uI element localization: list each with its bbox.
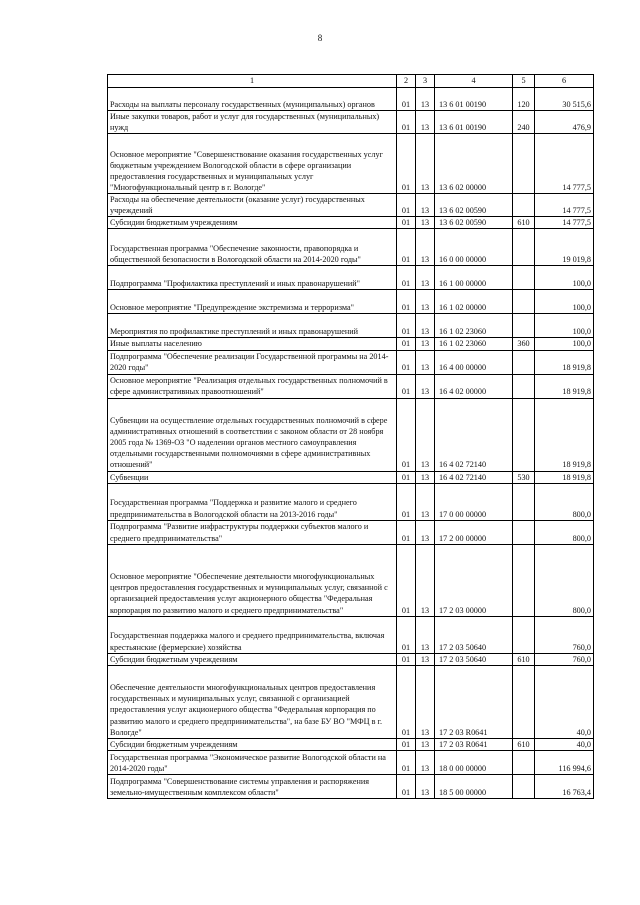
row-expense-type: 360 [513, 338, 535, 350]
row-section: 01 [397, 217, 416, 229]
table-row [108, 134, 594, 194]
row-section: 01 [397, 350, 416, 374]
row-target-code: 13 6 02 00590 [435, 217, 513, 229]
row-target-code: 17 2 03 00000 [435, 544, 513, 616]
table-row [108, 229, 594, 266]
row-amount: 18 919,8 [535, 398, 594, 471]
row-amount: 100,0 [535, 314, 594, 338]
row-subsection: 13 [416, 544, 435, 616]
table-header-row [108, 75, 594, 88]
row-name: Государственная программа "Поддержка и развитие малого и среднего предпринимательства в Вологодской области на 2013-2016 годы" [108, 483, 397, 520]
table-row [108, 544, 594, 616]
row-expense-type [513, 520, 535, 544]
row-amount: 800,0 [535, 544, 594, 616]
page-number: 8 [317, 33, 323, 43]
table-row [108, 398, 594, 471]
row-section: 01 [397, 111, 416, 134]
row-subsection: 13 [416, 350, 435, 374]
row-expense-type [513, 665, 535, 738]
row-subsection: 13 [416, 750, 435, 774]
row-target-code: 17 2 03 50640 [435, 653, 513, 665]
row-name: Государственная программа "Экономическое развитие Вологодской области на 2014-2020 годы" [108, 750, 397, 774]
table-row [108, 314, 594, 338]
column-header: 4 [435, 75, 513, 88]
column-header: 1 [108, 75, 397, 88]
row-name: Подпрограмма "Развитие инфраструктуры поддержки субъектов малого и среднего предпринимательства" [108, 520, 397, 544]
row-expense-type: 240 [513, 111, 535, 134]
row-subsection: 13 [416, 374, 435, 398]
row-expense-type [513, 266, 535, 290]
row-expense-type [513, 616, 535, 653]
row-target-code: 18 0 00 00000 [435, 750, 513, 774]
row-section: 01 [397, 398, 416, 471]
row-name: Субсидии бюджетным учреждениям [108, 217, 397, 229]
row-expense-type [513, 290, 535, 314]
row-section: 01 [397, 750, 416, 774]
column-header: 2 [397, 75, 416, 88]
row-subsection: 13 [416, 483, 435, 520]
row-name: Подпрограмма "Обеспечение реализации Государственной программы на 2014-2020 годы" [108, 350, 397, 374]
table-row [108, 290, 594, 314]
row-expense-type [513, 229, 535, 266]
table-row [108, 738, 594, 750]
row-name: Основное мероприятие "Обеспечение деятельности многофункциональных центров предоставления государственных и муниципальных услуг, связанной с организацией предоставления услуг акционерного общества "Федеральная корпорация по развитию малого и среднего предпринимательства" [108, 544, 397, 616]
row-amount: 100,0 [535, 338, 594, 350]
row-subsection: 13 [416, 774, 435, 798]
table-row [108, 217, 594, 229]
table-row [108, 774, 594, 798]
row-expense-type [513, 350, 535, 374]
row-target-code: 13 6 01 00190 [435, 88, 513, 111]
row-section: 01 [397, 653, 416, 665]
row-name: Основное мероприятие "Реализация отдельных государственных полномочий в сфере административных правоотношений" [108, 374, 397, 398]
row-name: Иные закупки товаров, работ и услуг для государственных (муниципальных) нужд [108, 111, 397, 134]
row-name: Иные выплаты населению [108, 338, 397, 350]
row-name: Обеспечение деятельности многофункциональных центров предоставления государственных и муниципальных услуг, связанной с организацией предоставления услуг акционерного общества "Федеральная корпорация по развитию малого и среднего предпринимательства", на базе БУ ВО "МФЦ в г. Вологде" [108, 665, 397, 738]
row-section: 01 [397, 229, 416, 266]
row-subsection: 13 [416, 398, 435, 471]
row-amount: 14 777,5 [535, 217, 594, 229]
row-section: 01 [397, 774, 416, 798]
table-row [108, 338, 594, 350]
row-target-code: 16 4 02 72140 [435, 398, 513, 471]
row-target-code: 17 2 03 50640 [435, 616, 513, 653]
row-subsection: 13 [416, 471, 435, 483]
row-target-code: 17 2 03 R0641 [435, 738, 513, 750]
row-amount: 30 515,6 [535, 88, 594, 111]
row-subsection: 13 [416, 229, 435, 266]
row-subsection: 13 [416, 290, 435, 314]
row-section: 01 [397, 134, 416, 194]
row-section: 01 [397, 738, 416, 750]
row-expense-type [513, 314, 535, 338]
row-expense-type: 530 [513, 471, 535, 483]
column-header: 5 [513, 75, 535, 88]
row-name: Субвенции на осуществление отдельных государственных полномочий в сфере административных отношений в соответствии с законом области от 28 ноября 2005 года № 1369-ОЗ "О наделении органов местного самоуправления отдельными государственными полномочиями в сфере административных отношений" [108, 398, 397, 471]
table-row [108, 665, 594, 738]
row-target-code: 16 1 02 23060 [435, 338, 513, 350]
table-row [108, 471, 594, 483]
row-amount: 760,0 [535, 653, 594, 665]
row-target-code: 16 1 02 00000 [435, 290, 513, 314]
row-name: Расходы на выплаты персоналу государственных (муниципальных) органов [108, 88, 397, 111]
row-name: Государственная поддержка малого и среднего предпринимательства, включая крестьянские (фермерские) хозяйства [108, 616, 397, 653]
row-amount: 476,9 [535, 111, 594, 134]
column-header: 3 [416, 75, 435, 88]
row-subsection: 13 [416, 653, 435, 665]
table-row [108, 350, 594, 374]
row-subsection: 13 [416, 616, 435, 653]
row-expense-type: 610 [513, 738, 535, 750]
row-subsection: 13 [416, 194, 435, 217]
row-subsection: 13 [416, 665, 435, 738]
row-section: 01 [397, 471, 416, 483]
table-row [108, 750, 594, 774]
row-section: 01 [397, 338, 416, 350]
row-name: Расходы на обеспечение деятельности (оказание услуг) государственных учреждений [108, 194, 397, 217]
row-name: Субвенции [108, 471, 397, 483]
row-amount: 18 919,8 [535, 350, 594, 374]
row-subsection: 13 [416, 134, 435, 194]
row-section: 01 [397, 88, 416, 111]
row-target-code: 13 6 02 00590 [435, 194, 513, 217]
table-row [108, 374, 594, 398]
row-amount: 800,0 [535, 520, 594, 544]
row-name: Подпрограмма "Совершенствование системы управления и распоряжения земельно-имущественным комплексом области" [108, 774, 397, 798]
table-row [108, 520, 594, 544]
table-row [108, 616, 594, 653]
row-amount: 14 777,5 [535, 134, 594, 194]
row-target-code: 17 2 00 00000 [435, 520, 513, 544]
row-target-code: 16 1 02 23060 [435, 314, 513, 338]
row-section: 01 [397, 194, 416, 217]
row-amount: 40,0 [535, 665, 594, 738]
row-amount: 19 019,8 [535, 229, 594, 266]
table-row [108, 483, 594, 520]
row-target-code: 16 0 00 00000 [435, 229, 513, 266]
row-target-code: 17 0 00 00000 [435, 483, 513, 520]
row-expense-type: 120 [513, 88, 535, 111]
row-section: 01 [397, 314, 416, 338]
row-name: Мероприятия по профилактике преступлений и иных правонарушений [108, 314, 397, 338]
table-row [108, 88, 594, 111]
row-target-code: 16 4 02 00000 [435, 374, 513, 398]
row-expense-type [513, 483, 535, 520]
row-expense-type [513, 398, 535, 471]
row-expense-type: 610 [513, 653, 535, 665]
table-row [108, 266, 594, 290]
row-expense-type [513, 194, 535, 217]
row-subsection: 13 [416, 111, 435, 134]
table-row [108, 653, 594, 665]
row-name: Субсидии бюджетным учреждениям [108, 738, 397, 750]
row-section: 01 [397, 665, 416, 738]
row-target-code: 18 5 00 00000 [435, 774, 513, 798]
row-target-code: 17 2 03 R0641 [435, 665, 513, 738]
row-target-code: 16 1 00 00000 [435, 266, 513, 290]
row-target-code: 16 4 00 00000 [435, 350, 513, 374]
row-subsection: 13 [416, 338, 435, 350]
row-expense-type: 610 [513, 217, 535, 229]
budget-table [107, 74, 594, 799]
row-section: 01 [397, 544, 416, 616]
column-header: 6 [535, 75, 594, 88]
row-section: 01 [397, 266, 416, 290]
row-amount: 16 763,4 [535, 774, 594, 798]
row-name: Основное мероприятие "Предупреждение экстремизма и терроризма" [108, 290, 397, 314]
row-section: 01 [397, 374, 416, 398]
row-subsection: 13 [416, 266, 435, 290]
row-expense-type [513, 750, 535, 774]
row-name: Государственная программа "Обеспечение законности, правопорядка и общественной безопасности в Вологодской области на 2014-2020 годы" [108, 229, 397, 266]
row-amount: 116 994,6 [535, 750, 594, 774]
row-target-code: 13 6 01 00190 [435, 111, 513, 134]
row-expense-type [513, 774, 535, 798]
row-subsection: 13 [416, 217, 435, 229]
row-amount: 800,0 [535, 483, 594, 520]
row-expense-type [513, 134, 535, 194]
row-subsection: 13 [416, 738, 435, 750]
row-name: Субсидии бюджетным учреждениям [108, 653, 397, 665]
row-subsection: 13 [416, 88, 435, 111]
row-subsection: 13 [416, 314, 435, 338]
row-section: 01 [397, 290, 416, 314]
table-row [108, 194, 594, 217]
row-section: 01 [397, 520, 416, 544]
row-subsection: 13 [416, 520, 435, 544]
row-name: Основное мероприятие "Совершенствование оказания государственных услуг бюджетным учреждением Вологодской области в сфере организации предоставления государственных и муниципальных услуг "Многофункциональный центр в г. Вологде" [108, 134, 397, 194]
row-amount: 760,0 [535, 616, 594, 653]
row-target-code: 13 6 02 00000 [435, 134, 513, 194]
row-amount: 100,0 [535, 290, 594, 314]
row-section: 01 [397, 483, 416, 520]
table-row [108, 111, 594, 134]
row-target-code: 16 4 02 72140 [435, 471, 513, 483]
row-amount: 14 777,5 [535, 194, 594, 217]
row-amount: 40,0 [535, 738, 594, 750]
row-expense-type [513, 544, 535, 616]
row-amount: 18 919,8 [535, 374, 594, 398]
row-amount: 100,0 [535, 266, 594, 290]
row-name: Подпрограмма "Профилактика преступлений и иных правонарушений" [108, 266, 397, 290]
row-amount: 18 919,8 [535, 471, 594, 483]
row-expense-type [513, 374, 535, 398]
row-section: 01 [397, 616, 416, 653]
